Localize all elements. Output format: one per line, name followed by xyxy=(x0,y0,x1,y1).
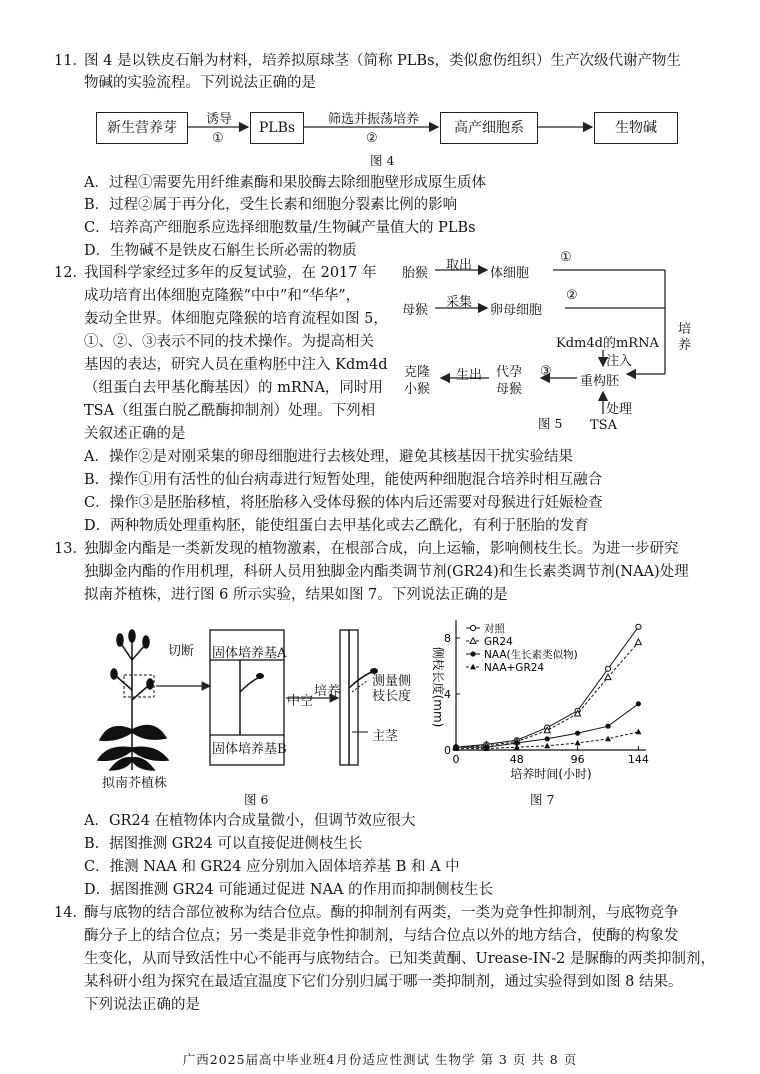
q12-stem-line5: 基因的表达，研究人员在重构胚中注入 Kdm4d xyxy=(84,357,388,373)
fig5-step2: ② xyxy=(566,288,578,303)
figure-6-caption: 图 6 xyxy=(244,792,269,807)
data-point-s1 xyxy=(635,639,641,645)
legend-marker-1 xyxy=(470,638,476,644)
q12-number: 12． xyxy=(54,265,87,281)
y-tick-label: 4 xyxy=(444,688,451,701)
figure-7-caption: 图 7 xyxy=(530,792,555,807)
q12-option-c: C．操作③是胚胎移植，将胚胎移入受体母猴的体内后还需要对母猴进行妊娠检查 xyxy=(84,495,603,511)
fig6-measure: 测量侧枝长度 xyxy=(372,674,412,704)
q13-option-a: A．GR24 在植物体内合成量微小，但调节效应很大 xyxy=(84,813,416,829)
x-tick-label: 0 xyxy=(452,753,460,766)
data-point-s3 xyxy=(544,743,550,749)
q14-stem-line3: 生变化，从而导致活性中心不能再与底物结合。已知类黄酮、Urease-IN-2 是脲酶的两类抑制剂， xyxy=(84,951,715,967)
q14-stem-line4: 某科研小组为探究在最适宜温度下它们分别归属于哪一类抑制剂，通过实验得到如图 8 结果。 xyxy=(84,974,683,990)
flow-box-highline: 高产细胞系 xyxy=(440,112,538,144)
q12-option-d: D．两种物质处理重构胚，能使组蛋白去甲基化或去乙酰化，有利于胚胎的发育 xyxy=(84,518,589,534)
figure-4-caption: 图 4 xyxy=(370,153,395,168)
fig6-culture: 培养 xyxy=(314,684,341,699)
q14-number: 14． xyxy=(54,905,87,921)
q12-stem-line7: TSA（组蛋白脱乙酰酶抑制剂）处理。下列相 xyxy=(84,403,376,419)
q12-stem-line4: ①、②、③表示不同的技术操作。为提高相关 xyxy=(84,334,374,350)
q11-option-d: D．生物碱不是铁皮石斛生长所必需的物质 xyxy=(84,243,357,259)
figure-5-caption: 图 5 xyxy=(538,416,563,431)
data-point-s2 xyxy=(545,736,550,741)
q12-stem-line8: 关叙述正确的是 xyxy=(84,426,186,442)
data-point-s2 xyxy=(605,724,610,729)
fig5-inject: 注入 xyxy=(606,354,633,369)
flow-arrow1-step: ① xyxy=(212,131,224,146)
legend-marker-2 xyxy=(470,651,475,656)
fig5-surrogate: 代孕母猴 xyxy=(496,365,523,397)
flow-arrows xyxy=(0,0,760,160)
x-axis-label: 培养时间(小时) xyxy=(510,767,592,781)
q13-option-c: C．推测 NAA 和 GR24 应分别加入固体培养基 B 和 A 中 xyxy=(84,859,460,875)
data-point-s0 xyxy=(636,624,641,629)
legend-marker-0 xyxy=(470,625,475,630)
fig6-medium-b: 固体培养基B xyxy=(212,742,287,757)
q12-stem-line1: 我国科学家经过多年的反复试验，在 2017 年 xyxy=(84,265,377,281)
data-point-s2 xyxy=(636,701,641,706)
q11-option-b: B．过程②属于再分化，受生长素和细胞分裂素比例的影响 xyxy=(84,197,458,213)
q13-stem-line1: 独脚金内酯是一类新发现的植物激素，在根部合成，向上运输，影响侧枝生长。为进一步研究 xyxy=(84,541,679,557)
flow-box-plbs: PLBs xyxy=(250,112,304,144)
figure-7-svg xyxy=(422,612,672,792)
x-tick-label: 96 xyxy=(570,753,585,766)
y-axis-label: 侧枝长度(mm) xyxy=(431,646,445,728)
page-footer: 广西2025届高中毕业班4月份适应性测试 生物学 第 3 页 共 8 页 xyxy=(182,1052,578,1067)
legend-label-3: NAA+GR24 xyxy=(484,662,545,674)
flow-arrow1-label: 诱导 xyxy=(206,112,233,127)
q12-stem-line6: （组蛋白去甲基化酶基因）的 mRNA，同时用 xyxy=(84,380,383,396)
fig6-plant-label: 拟南芥植株 xyxy=(102,776,168,791)
fig5-fetal-monkey: 胎猴 xyxy=(402,266,429,281)
fig5-step3: ③ xyxy=(540,364,552,379)
legend-marker-3 xyxy=(470,664,476,670)
fig5-oocyte: 卵母细胞 xyxy=(490,303,543,318)
data-point-s3 xyxy=(605,736,611,742)
arabidopsis-plant-icon xyxy=(98,630,168,770)
fig5-collect: 采集 xyxy=(446,295,473,310)
legend-label-0: 对照 xyxy=(484,623,505,635)
flow-box-bud: 新生营养芽 xyxy=(96,112,188,144)
fig6-hollow: 中空 xyxy=(287,694,314,709)
q13-option-b: B．据图推测 GR24 可以直接促进侧枝生长 xyxy=(84,836,363,852)
q13-option-d: D．据图推测 GR24 可能通过促进 NAA 的作用而抑制侧枝生长 xyxy=(84,882,494,898)
fig5-tsa: TSA xyxy=(590,418,617,433)
legend-label-1: GR24 xyxy=(484,636,513,648)
q12-stem-line3: 轰动全世界。体细胞克隆猴的培育流程如图 5， xyxy=(84,311,388,327)
fig5-step1: ① xyxy=(560,250,572,265)
fig6-medium-a: 固体培养基A xyxy=(212,646,287,661)
q11-option-a: A．过程①需要先用纤维素酶和果胶酶去除细胞壁形成原生质体 xyxy=(84,175,486,191)
flow-arrow2-label: 筛选并振荡培养 xyxy=(328,112,420,127)
q11-option-c: C．培养高产细胞系应选择细胞数量/生物碱产量值大的 PLBs xyxy=(84,220,476,236)
q11-number: 11． xyxy=(54,53,87,69)
y-tick-label: 0 xyxy=(444,744,451,757)
q13-stem-line3: 拟南芥植株，进行图 6 所示实验，结果如图 7。下列说法正确的是 xyxy=(84,587,508,603)
fig6-cut-label: 切断 xyxy=(168,644,195,659)
flow-arrow2-step: ② xyxy=(366,131,378,146)
data-point-s3 xyxy=(635,729,641,735)
fig5-culture: 培养 xyxy=(678,322,692,353)
q11-stem-line1: 图 4 是以铁皮石斛为材料，培养拟原球茎（简称 PLBs，类似愈伤组织）生产次级代谢产物生 xyxy=(84,53,682,69)
x-tick-label: 48 xyxy=(509,753,524,766)
fig5-born: 生出 xyxy=(456,368,483,383)
y-tick-label: 8 xyxy=(444,632,451,645)
q11-stem-line2: 物碱的实验流程。下列说法正确的是 xyxy=(84,75,316,91)
fig5-treat: 处理 xyxy=(606,402,633,417)
fig5-clone-monkey: 克隆小猴 xyxy=(404,365,431,397)
fig5-mother-monkey: 母猴 xyxy=(402,303,429,318)
q12-stem-line2: 成功培育出体细胞克隆猴“中中”和“华华”， xyxy=(84,288,361,304)
q14-stem-line1: 酶与底物的结合部位被称为结合位点。酶的抑制剂有两类，一类为竞争性抑制剂，与底物竞争 xyxy=(84,905,679,921)
x-tick-label: 144 xyxy=(627,753,649,766)
fig5-kdm4d-mrna: Kdm4d的mRNA xyxy=(556,336,659,351)
data-point-s1 xyxy=(605,674,611,680)
fig5-reconstructed-embryo: 重构胚 xyxy=(580,374,620,389)
legend-label-2: NAA(生长素类似物) xyxy=(484,649,578,661)
fig5-take-out: 取出 xyxy=(446,258,473,273)
q14-stem-line2: 酶分子上的结合位点；另一类是非竞争性抑制剂，与结合位点以外的地方结合，使酶的构象发 xyxy=(84,928,679,944)
q13-stem-line2: 独脚金内酯的作用机理，科研人员用独脚金内酯类调节剂(GR24)和生长素类调节剂(NAA)处理 xyxy=(84,564,689,580)
data-point-s0 xyxy=(605,666,610,671)
q14-stem-line5: 下列说法正确的是 xyxy=(84,997,200,1013)
fig6-main-stem: 主茎 xyxy=(372,729,399,744)
flow-box-alkaloid: 生物碱 xyxy=(594,112,678,144)
data-point-s2 xyxy=(575,731,580,736)
fig5-somatic-cell: 体细胞 xyxy=(490,266,530,281)
data-point-s3 xyxy=(575,740,581,746)
q12-option-b: B．操作①用有活性的仙台病毒进行短暂处理，能使两种细胞混合培养时相互融合 xyxy=(84,472,603,488)
q12-option-a: A．操作②是对刚采集的卵母细胞进行去核处理，避免其核基因干扰实验结果 xyxy=(84,449,573,465)
q13-number: 13． xyxy=(54,541,87,557)
